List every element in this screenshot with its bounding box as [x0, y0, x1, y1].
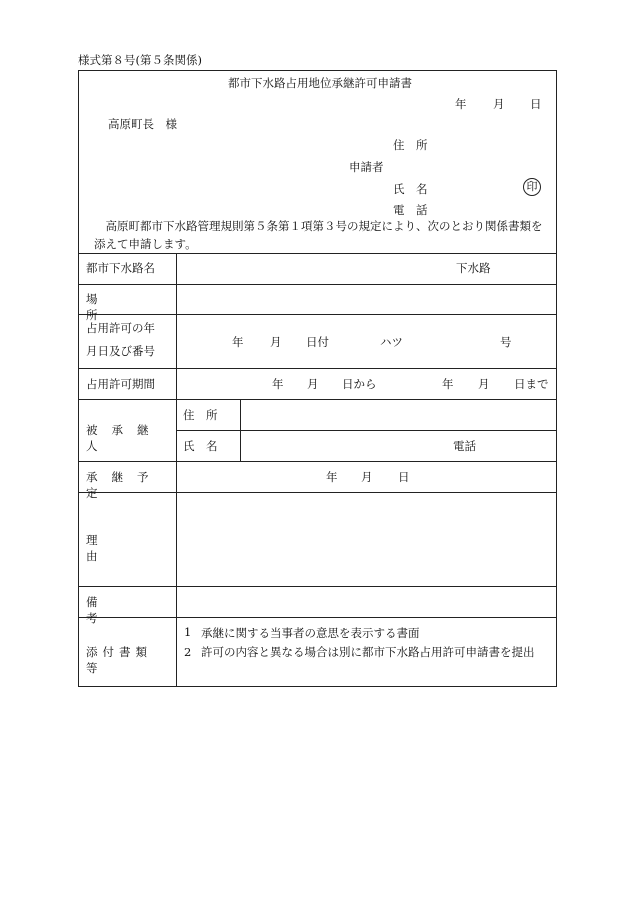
application-statement: 高原町都市下水路管理規則第５条第１項第３号の規定により、次のとおり関係書類を添えて申請します。 — [94, 219, 543, 251]
row-divider — [78, 461, 557, 462]
form-title: 都市下水路占用地位承継許可申請書 — [228, 76, 412, 90]
period-year-until: 年 — [442, 377, 454, 391]
drain-name-label: 都市下水路名 — [86, 261, 155, 275]
permit-kana: ハツ — [380, 335, 403, 349]
permit-number: 号 — [500, 335, 512, 349]
permit-label-line1: 占用許可の年 — [86, 321, 155, 335]
column-divider — [176, 253, 177, 687]
succession-month: 月 — [361, 470, 373, 484]
period-month-from: 月 — [307, 377, 319, 391]
addressee: 高原町長 様 — [108, 117, 177, 131]
row-divider — [78, 368, 557, 369]
form-number: 様式第８号(第５条関係) — [78, 53, 202, 67]
succession-label: 承継予定 — [86, 470, 163, 500]
permit-year: 年 — [232, 335, 244, 349]
row-divider — [78, 284, 557, 285]
column-divider — [240, 399, 241, 461]
attachment-item-1-number: 1 — [184, 625, 192, 639]
date-year: 年 — [455, 97, 467, 111]
applicant-label: 申請者 — [349, 160, 384, 174]
attachment-item-1-text: 承継に関する当事者の意思を表示する書面 — [201, 626, 420, 640]
permit-month: 月 — [270, 335, 282, 349]
applicant-name-label: 氏 名 — [393, 182, 428, 196]
location-label: 場所 — [86, 292, 144, 322]
period-month-until: 月 — [478, 377, 490, 391]
succession-day: 日 — [398, 470, 410, 484]
row-divider — [176, 430, 557, 431]
predecessor-phone-label: 電話 — [453, 439, 476, 453]
row-divider — [78, 253, 557, 254]
permit-day: 日付 — [306, 335, 329, 349]
remarks-label: 備考 — [86, 595, 144, 625]
permit-label-line2: 月日及び番号 — [86, 344, 155, 358]
date-day: 日 — [530, 97, 542, 111]
applicant-address-label: 住 所 — [393, 138, 428, 152]
predecessor-address-label: 住 所 — [183, 408, 218, 422]
drain-name-suffix: 下水路 — [456, 261, 491, 275]
predecessor-name-label: 氏 名 — [183, 439, 218, 453]
attachment-item-2-text: 許可の内容と異なる場合は別に都市下水路占用許可申請書を提出 — [201, 645, 535, 659]
reason-label: 理由 — [86, 533, 144, 563]
applicant-phone-label: 電 話 — [393, 203, 428, 217]
date-month: 月 — [493, 97, 505, 111]
seal-mark: 印 — [523, 178, 541, 196]
succession-year: 年 — [326, 470, 338, 484]
period-year-from: 年 — [272, 377, 284, 391]
predecessor-label: 被承継人 — [86, 423, 163, 453]
row-divider — [78, 586, 557, 587]
attachments-label: 添付書類等 — [86, 645, 152, 675]
period-label: 占用許可期間 — [86, 377, 155, 391]
period-from: 日から — [342, 377, 377, 391]
period-until: 日まで — [514, 377, 549, 391]
row-divider — [78, 399, 557, 400]
attachment-item-2-number: 2 — [184, 645, 192, 659]
